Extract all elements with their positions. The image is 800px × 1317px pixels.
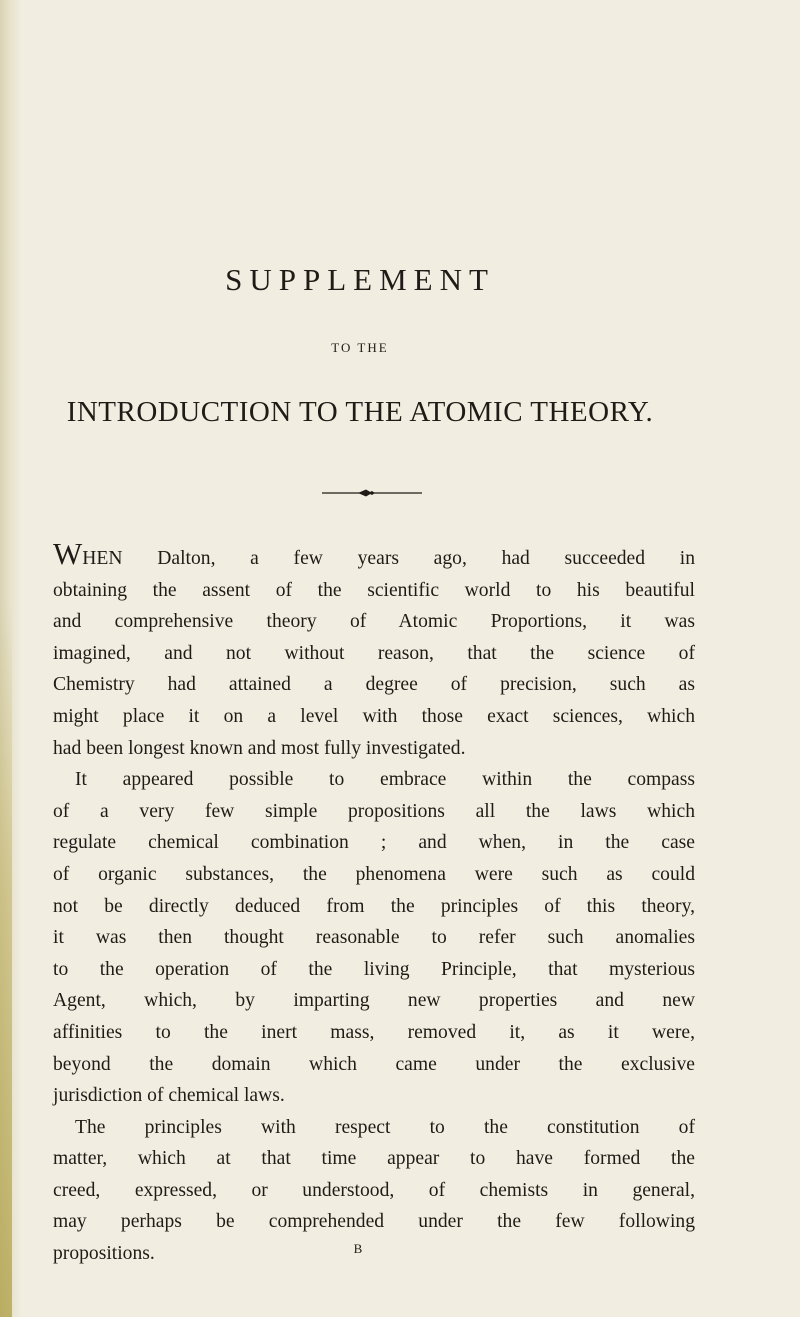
- text-line: it was then thought reasonable to refer such anomalies: [53, 927, 695, 949]
- text-line: imagined, and not without reason, that the science of: [53, 642, 695, 664]
- page-subtitle: INTRODUCTION TO THE ATOMIC THEORY.: [66, 396, 654, 428]
- text-line: not be directly deduced from the principles of this theory,: [53, 895, 695, 917]
- text-line: It appeared possible to embrace within the compass: [75, 769, 695, 791]
- text-line: might place it on a level with those exact sciences, which: [53, 705, 695, 727]
- text-line: Agent, which, by imparting new properties and new: [53, 990, 695, 1012]
- text-line: matter, which at that time appear to have formed the: [53, 1148, 695, 1170]
- rule-ornament-icon: [322, 487, 422, 499]
- title-connector: TO THE: [331, 340, 389, 355]
- page-title: SUPPLEMENT: [225, 262, 495, 297]
- drop-cap: W: [53, 536, 83, 571]
- text-line: beyond the domain which came under the exclusive: [53, 1053, 695, 1075]
- text-line: had been longest known and most fully investigated.: [53, 737, 466, 759]
- text-line: Chemistry had attained a degree of precision, such as: [53, 674, 695, 696]
- text-line: WHEN Dalton, a few years ago, had succeeded in: [53, 536, 695, 571]
- text-line: propositions.: [53, 1243, 155, 1265]
- text-line: The principles with respect to the constitution of: [75, 1116, 695, 1138]
- text-line: and comprehensive theory of Atomic Proportions, it was: [53, 611, 695, 633]
- body-text: [53, 538, 695, 1270]
- text-line: obtaining the assent of the scientific world to his beautiful: [53, 579, 695, 601]
- text-line: may perhaps be comprehended under the few following: [53, 1211, 695, 1233]
- text-line: affinities to the inert mass, removed it, as it were,: [53, 1021, 695, 1043]
- text-line: jurisdiction of chemical laws.: [53, 1085, 285, 1107]
- page-edge-stain: [0, 600, 12, 1317]
- signature-mark: B: [353, 1241, 363, 1256]
- text-line: to the operation of the living Principle, that mysterious: [53, 958, 695, 980]
- text-line: regulate chemical combination ; and when, in the case: [53, 832, 695, 854]
- text-line: creed, expressed, or understood, of chemists in general,: [53, 1179, 695, 1201]
- text-line: of a very few simple propositions all the laws which: [53, 800, 695, 822]
- text-line: of organic substances, the phenomena were such as could: [53, 863, 695, 885]
